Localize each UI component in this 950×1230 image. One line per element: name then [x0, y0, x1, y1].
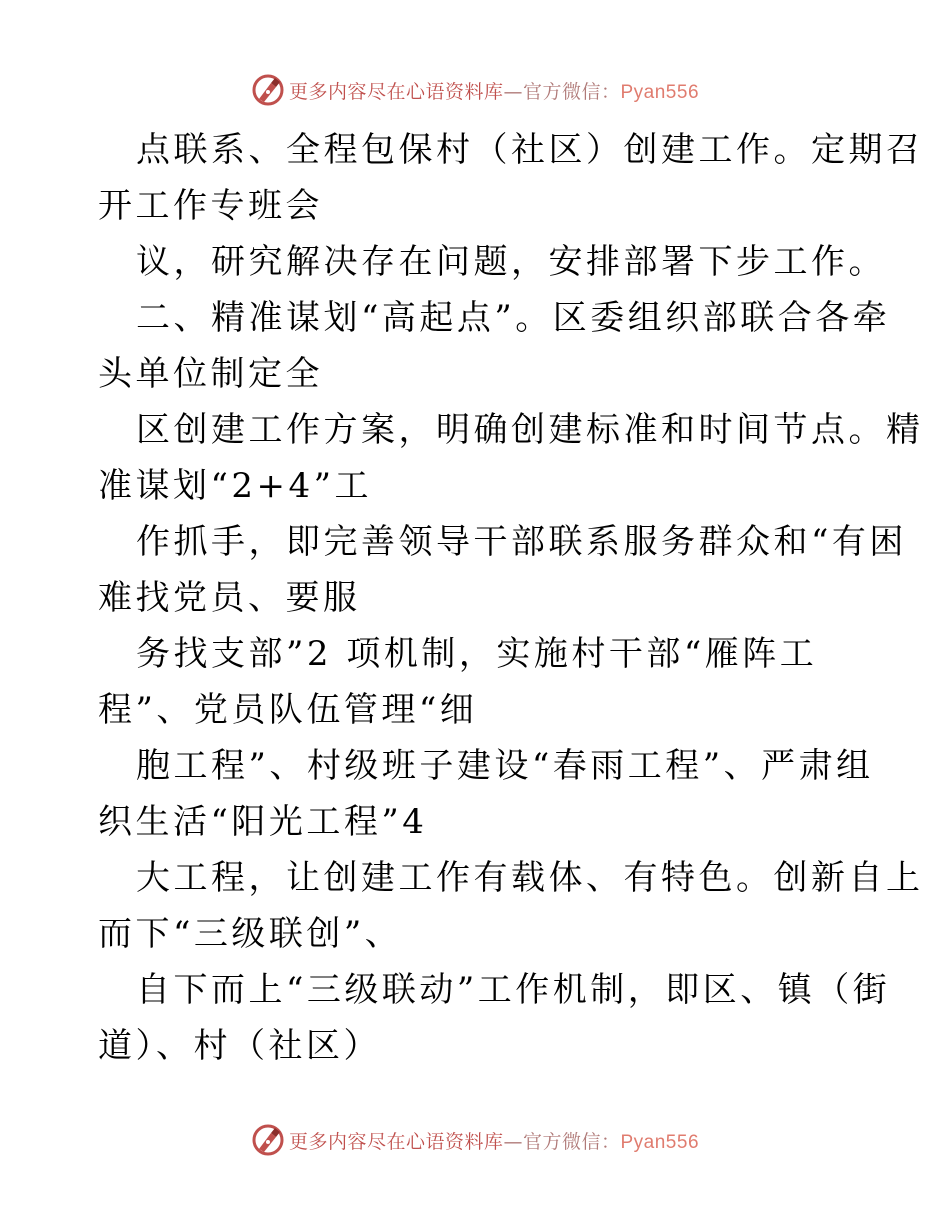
watermark-text: [289, 1127, 699, 1154]
header-watermark: [0, 70, 950, 110]
text-line-11: 程”、党员队伍管理“细: [98, 690, 478, 730]
fountain-pen-logo-icon: [251, 1123, 285, 1157]
text-line-7: 准谋划“2+4”工: [98, 466, 373, 506]
text-line-9: 难找党员、要服: [98, 578, 361, 618]
text-line-16: 自下而上“三级联动”工作机制，即区、镇（街: [136, 970, 891, 1010]
text-line-5: 头单位制定全: [98, 354, 323, 394]
text-line-1: 点联系、全程包保村（社区）创建工作。定期召: [136, 130, 924, 170]
watermark-account: Pyan556: [620, 81, 700, 103]
text-line-2: 开工作专班会: [98, 186, 323, 226]
watermark-text: [289, 77, 699, 104]
watermark-account: Pyan556: [620, 1131, 700, 1153]
text-line-14: 大工程，让创建工作有载体、有特色。创新自上: [136, 858, 924, 898]
text-line-17: 道）、村（社区）: [98, 1026, 381, 1066]
text-line-4: 二、精准谋划“高起点”。区委组织部联合各牵: [136, 298, 891, 338]
watermark-separator: —官方微信：: [503, 1130, 621, 1153]
footer-watermark: [0, 1120, 950, 1160]
text-line-10: 务找支部”2 项机制，实施村干部“雁阵工: [136, 634, 818, 674]
document-body: [98, 122, 924, 1074]
text-line-8: 作抓手，即完善领导干部联系服务群众和“有困: [136, 522, 907, 562]
text-line-12: 胞工程”、村级班子建设“春雨工程”、严肃组: [136, 746, 874, 786]
text-line-3: 议，研究解决存在问题，安排部署下步工作。: [136, 242, 886, 282]
fountain-pen-logo-icon: [251, 73, 285, 107]
watermark-main-text: 更多内容尽在心语资料库: [288, 1130, 504, 1153]
text-line-13: 织生活“阳光工程”4: [98, 802, 428, 842]
watermark-separator: —官方微信：: [503, 80, 621, 103]
watermark-main-text: 更多内容尽在心语资料库: [288, 80, 504, 103]
text-line-6: 区创建工作方案，明确创建标准和时间节点。精: [136, 410, 924, 450]
text-line-15: 而下“三级联创”、: [98, 914, 403, 954]
